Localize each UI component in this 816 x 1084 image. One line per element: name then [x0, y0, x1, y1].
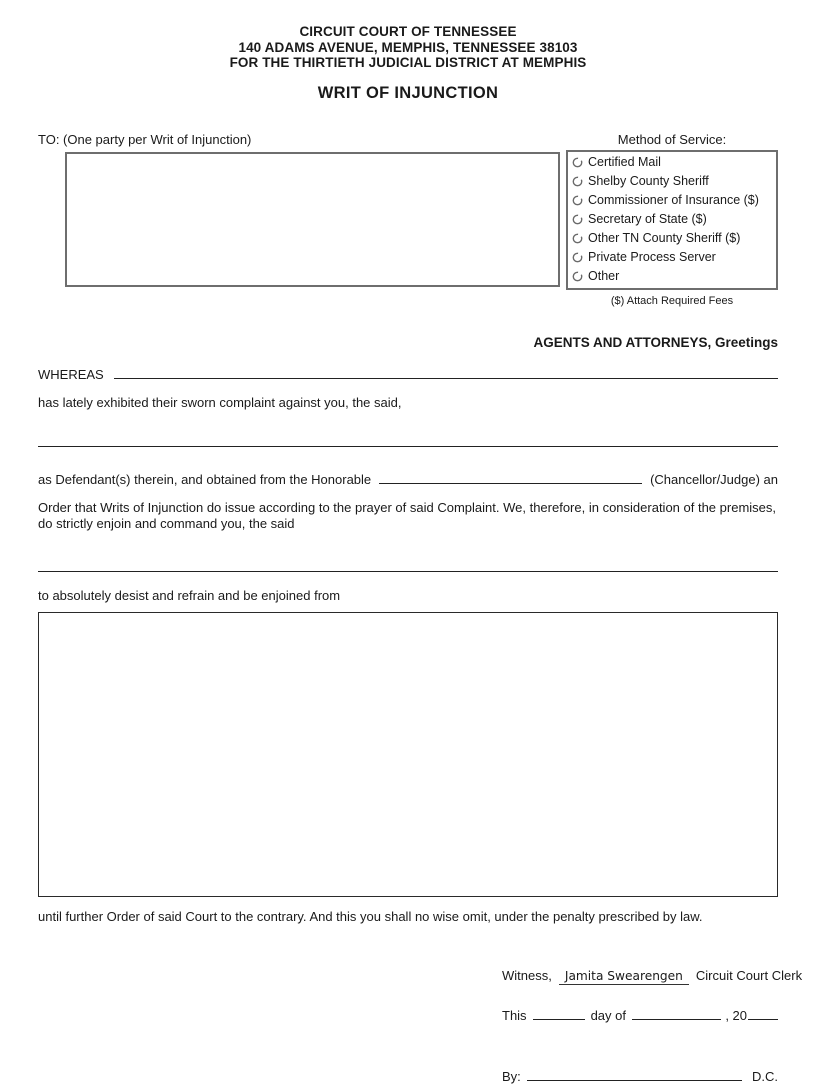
- clerk-title: Circuit Court Clerk: [695, 967, 803, 983]
- day-of-label: day of: [590, 1007, 626, 1023]
- service-option-label: Shelby County Sheriff: [588, 174, 709, 188]
- to-label: TO: (One party per Writ of Injunction): [38, 131, 252, 147]
- year-field[interactable]: [748, 1006, 778, 1020]
- whereas-field[interactable]: [114, 364, 778, 379]
- enjoined-party-field[interactable]: [38, 558, 778, 572]
- deputy-clerk-signature-field[interactable]: [527, 1067, 742, 1081]
- witness-label: Witness,: [502, 967, 552, 983]
- order-paragraph: Order that Writs of Injunction do issue according to the prayer of said Complaint. We, therefore, in consideration of the premises, do strictly enjoin and command you, the said: [38, 499, 776, 531]
- service-option-shelby-sheriff[interactable]: [572, 172, 772, 191]
- form-header: [0, 0, 816, 103]
- service-option-private-process-server[interactable]: [572, 248, 772, 267]
- honorable-row: [38, 469, 778, 487]
- honorable-name-field[interactable]: [379, 469, 642, 484]
- radio-icon: [572, 233, 583, 244]
- year-prefix: , 20: [725, 1007, 747, 1023]
- radio-icon: [572, 271, 583, 282]
- recipient-service-row: [38, 132, 778, 307]
- closing-line: until further Order of said Court to the contrary. And this you shall no wise omit, under the penalty prescribed by law.: [38, 908, 703, 924]
- service-option-label: Commissioner of Insurance ($): [588, 193, 759, 207]
- service-option-label: Certified Mail: [588, 155, 661, 169]
- service-option-other-tn-sheriff[interactable]: [572, 229, 772, 248]
- court-address: 140 ADAMS AVENUE, MEMPHIS, TENNESSEE 38103: [238, 39, 578, 55]
- by-label: By:: [502, 1068, 521, 1084]
- month-field[interactable]: [632, 1006, 721, 1020]
- radio-icon: [572, 252, 583, 263]
- recipient-field[interactable]: [65, 152, 560, 287]
- document-title: WRIT OF INJUNCTION: [317, 83, 499, 102]
- radio-icon: [572, 214, 583, 225]
- clerk-name-field[interactable]: Jamita Swearengen: [559, 969, 689, 985]
- complaint-line: has lately exhibited their sworn complaint against you, the said,: [38, 394, 402, 410]
- radio-icon: [572, 176, 583, 187]
- method-of-service-label: Method of Service:: [617, 131, 727, 147]
- service-option-commissioner-insurance[interactable]: [572, 191, 772, 210]
- chancellor-judge-text: (Chancellor/Judge) an: [650, 471, 778, 487]
- signature-block: [502, 967, 803, 1084]
- service-option-label: Other TN County Sheriff ($): [588, 231, 741, 245]
- injunction-details-field[interactable]: [38, 612, 778, 897]
- greeting-line: AGENTS AND ATTORNEYS, Greetings: [533, 334, 778, 350]
- this-label: This: [502, 1007, 527, 1023]
- service-option-label: Other: [588, 269, 620, 283]
- whereas-row: [38, 364, 778, 382]
- honorable-pre-text: as Defendant(s) therein, and obtained from the Honorable: [38, 471, 372, 487]
- defendant-name-field[interactable]: [38, 433, 778, 447]
- desist-line: to absolutely desist and refrain and be enjoined from: [38, 587, 341, 603]
- day-field[interactable]: [533, 1006, 585, 1020]
- by-row: [502, 1067, 778, 1084]
- radio-icon: [572, 157, 583, 168]
- court-name: CIRCUIT COURT OF TENNESSEE: [299, 24, 517, 39]
- dc-label: D.C.: [752, 1068, 778, 1084]
- method-of-service-group: [566, 150, 778, 290]
- service-option-secretary-of-state[interactable]: [572, 210, 772, 229]
- radio-icon: [572, 195, 583, 206]
- whereas-label: WHEREAS: [38, 366, 104, 382]
- service-option-label: Secretary of State ($): [588, 212, 707, 226]
- witness-row: [502, 967, 803, 985]
- service-option-other[interactable]: [572, 267, 772, 286]
- date-row: [502, 1006, 778, 1023]
- service-option-label: Private Process Server: [588, 250, 716, 264]
- court-district: FOR THE THIRTIETH JUDICIAL DISTRICT AT MEMPHIS: [229, 55, 587, 70]
- attach-fees-note: ($) Attach Required Fees: [610, 294, 734, 307]
- service-option-certified-mail[interactable]: [572, 153, 772, 172]
